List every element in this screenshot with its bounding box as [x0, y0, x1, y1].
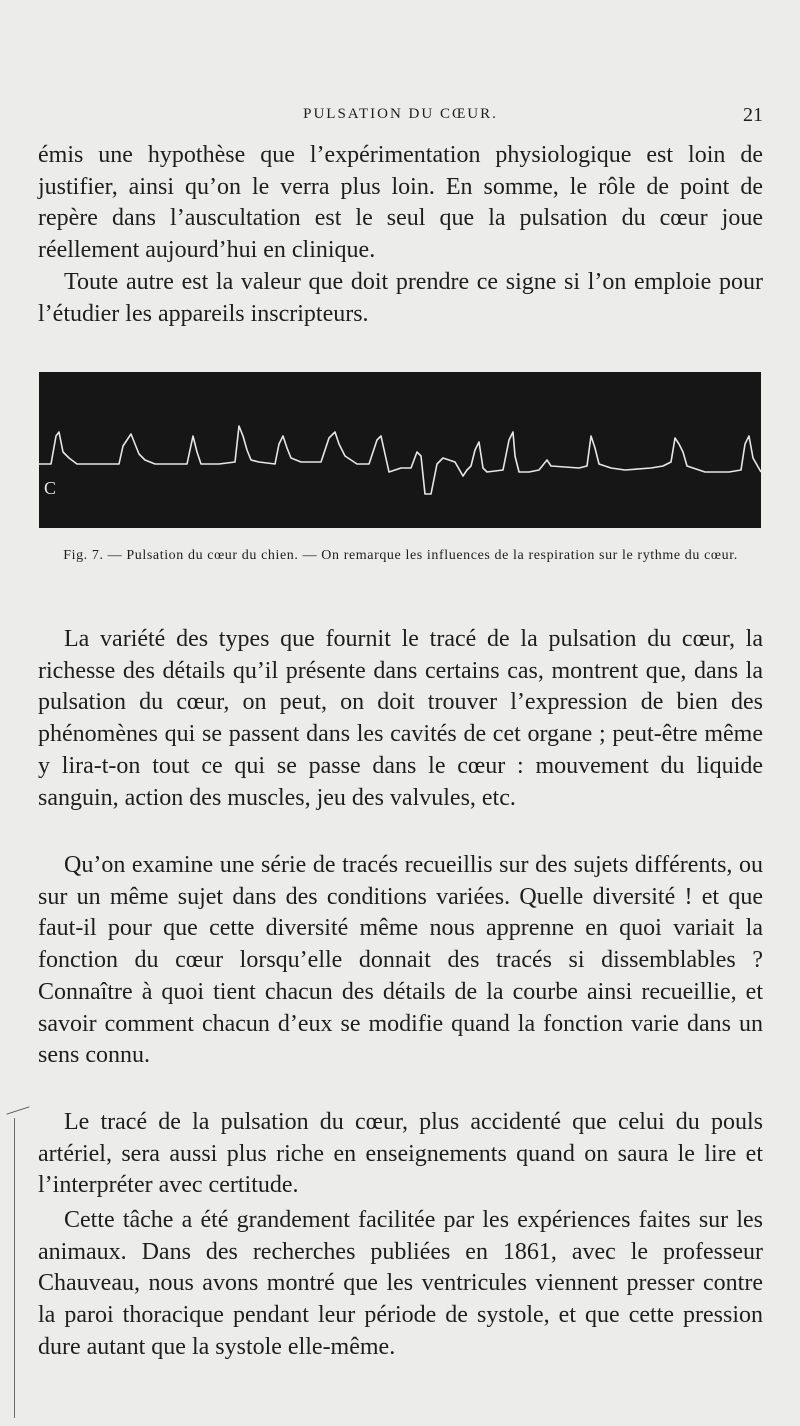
paragraph-trace: Le tracé de la pulsation du cœur, plus accidenté que celui du pouls artériel, sera aussi plus riche en enseignements quand on saura le lire et l’interpréter avec certitude. [38, 1109, 763, 1199]
margin-pencil-line [14, 1118, 15, 1418]
figure-letter-label: C [44, 478, 57, 498]
pulse-trace-svg [39, 372, 761, 528]
figure-caption: Fig. 7. — Pulsation du cœur du chien. — On remarque les influences de la respiration sur le rythme du cœur. [63, 548, 738, 563]
paragraph-examine: Qu’on examine une série de tracés recueillis sur des sujets différents, ou sur un même sujet dans des conditions variées. Quelle diversité ! et que faut-il pour que cette diversité même nous apprenne en quoi variait la fonction du cœur lorsqu’elle donnait des tracés si dissemblables ? Connaître à quoi tient chacun des détails de la courbe ainsi recueillie, et savoir comment chacun d’eux se modifie quand la fonction varie dans un sens connu. [38, 852, 763, 1069]
page-number: 21 [743, 104, 763, 126]
paragraph-continued: émis une hypothèse que l’expérimentation physiologique est loin de justifier, ainsi qu’on le verra plus loin. En somme, le rôle de point de repère dans l’auscultation est le seul que la pulsation du cœur joue réellement aujourd’hui en clinique. [38, 142, 763, 264]
running-title: PULSATION DU CŒUR. [303, 106, 498, 122]
heart-pulse-tracing-figure [39, 372, 761, 528]
running-head [38, 104, 763, 128]
paragraph-inscripteurs: Toute autre est la valeur que doit prendre ce signe si l’on emploie pour l’étudier les appareils inscripteurs. [38, 269, 763, 327]
paragraph-variete: La variété des types que fournit le tracé de la pulsation du cœur, la richesse des détails qu’il présente dans certains cas, montrent que, dans la pulsation du cœur, on peut, on doit trouver l’expression de bien des phénomènes qui se passent dans les cavités de cet organe ; peut-être même y lira-t-on tout ce qui se passe dans le cœur : mouvement du liquide sanguin, action des muscles, jeu des valvules, etc. [38, 626, 763, 811]
margin-pencil-mark [6, 1106, 29, 1114]
pulse-trace-line [39, 426, 761, 494]
paragraph-tache: Cette tâche a été grandement facilitée par les expériences faites sur les animaux. Dans des recherches publiées en 1861, avec le professeur Chauveau, nous avons montré que les ventricules viennent presser contre la paroi thoracique pendant leur période de systole, et que cette pression dure autant que la systole elle-même. [38, 1207, 763, 1360]
